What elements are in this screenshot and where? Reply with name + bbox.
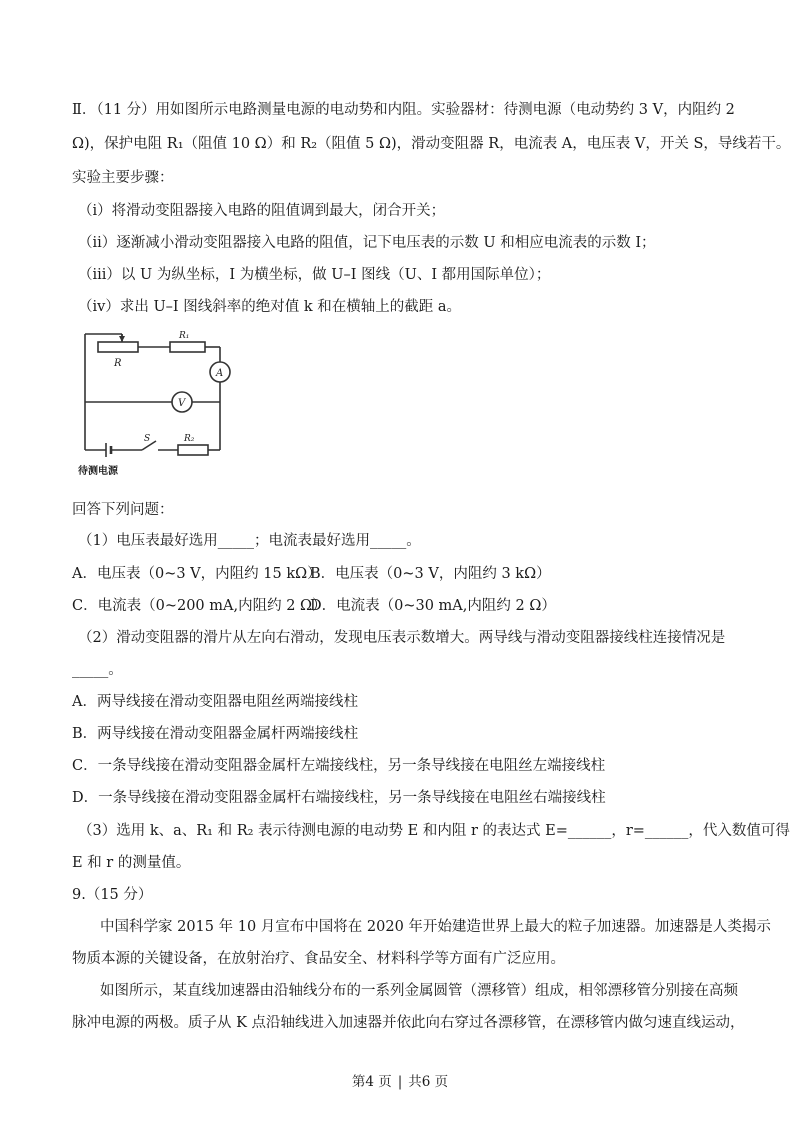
q9-para1-line-1: 中国科学家 2015 年 10 月宣布中国将在 2020 年开始建造世界上最大的粒子加速器。加速器是人类揭示 (100, 919, 771, 935)
q1-option-c: C．电流表（0~200 mA,内阻约 2 Ω） (72, 598, 327, 614)
rheostat (98, 342, 138, 352)
q1-option-d: D．电流表（0~30 mA,内阻约 2 Ω） (310, 598, 556, 614)
q1-option-a: A．电压表（0~3 V，内阻约 15 kΩ） (72, 566, 322, 582)
intro-line-2: Ω)，保护电阻 R₁（阻值 10 Ω）和 R₂（阻值 5 Ω)，滑动变阻器 R，电流表 A，电压表 V，开关 S，导线若干。 (72, 136, 791, 152)
q3-text-line-1: （3）选用 k、a、R₁ 和 R₂ 表示待测电源的电动势 E 和内阻 r 的表达式 E=______，r=______，代入数值可得 (78, 823, 790, 839)
circuit-caption: 待测电源 (78, 466, 118, 477)
q3-text-line-2: E 和 r 的测量值。 (72, 855, 191, 871)
q9-para1-line-2: 物质本源的关键设备，在放射治疗、食品安全、材料科学等方面有广泛应用。 (72, 951, 565, 967)
label-a: A (216, 368, 224, 379)
step-3: （iii）以 U 为纵坐标，I 为横坐标，做 U–I 图线（U、I 都用国际单位）； (78, 267, 551, 283)
footer-separator: | (397, 1074, 403, 1090)
intro-line-3: 实验主要步骤： (72, 170, 174, 186)
label-r: R (114, 358, 122, 369)
footer-page-number: 第4 页 (351, 1074, 392, 1090)
label-r1: R₁ (179, 331, 190, 341)
q2-text-line-2: _____。 (72, 662, 123, 678)
resistor-r2 (178, 445, 208, 455)
q2-option-c: C．一条导线接在滑动变阻器金属杆左端接线柱，另一条导线接在电阻丝左端接线柱 (72, 758, 606, 774)
step-4: （iv）求出 U–I 图线斜率的绝对值 k 和在横轴上的截距 a。 (78, 299, 462, 315)
label-s: S (144, 434, 151, 444)
circuit-diagram (70, 322, 240, 482)
intro-line-1: Ⅱ．（11 分）用如图所示电路测量电源的电动势和内阻。实验器材：待测电源（电动势约 3 V，内阻约 2 (72, 102, 735, 118)
q1-option-b: B．电压表（0~3 V，内阻约 3 kΩ） (310, 566, 551, 582)
q9-header: 9.（15 分） (72, 887, 153, 903)
step-2: （ii）逐渐减小滑动变阻器接入电路的阻值，记下电压表的示数 U 和相应电流表的示数 I； (78, 235, 656, 251)
q2-option-b: B．两导线接在滑动变阻器金属杆两端接线柱 (72, 726, 359, 742)
step-1: （i）将滑动变阻器接入电路的阻值调到最大，闭合开关； (78, 203, 446, 219)
footer-total-pages: 共6 页 (408, 1074, 449, 1090)
q2-text-line-1: （2）滑动变阻器的滑片从左向右滑动，发现电压表示数增大。两导线与滑动变阻器接线柱连接情况是 (78, 630, 726, 646)
q2-option-d: D．一条导线接在滑动变阻器金属杆右端接线柱，另一条导线接在电阻丝右端接线柱 (72, 790, 606, 806)
q9-para2-line-2: 脉冲电源的两极。质子从 K 点沿轴线进入加速器并依此向右穿过各漂移管，在漂移管内做匀速直线运动， (72, 1015, 745, 1031)
slider-arrow-icon (119, 336, 125, 342)
answer-prompt: 回答下列问题： (72, 502, 174, 518)
q9-para2-line-1: 如图所示，某直线加速器由沿轴线分布的一系列金属圆管（漂移管）组成，相邻漂移管分别接在高频 (100, 983, 738, 999)
resistor-r1 (170, 342, 205, 352)
page-footer (0, 1070, 800, 1090)
label-r2: R₂ (184, 434, 195, 444)
label-v: V (178, 398, 186, 409)
q2-option-a: A．两导线接在滑动变阻器电阻丝两端接线柱 (72, 694, 358, 710)
q1-text: （1）电压表最好选用_____；电流表最好选用_____。 (78, 533, 421, 549)
